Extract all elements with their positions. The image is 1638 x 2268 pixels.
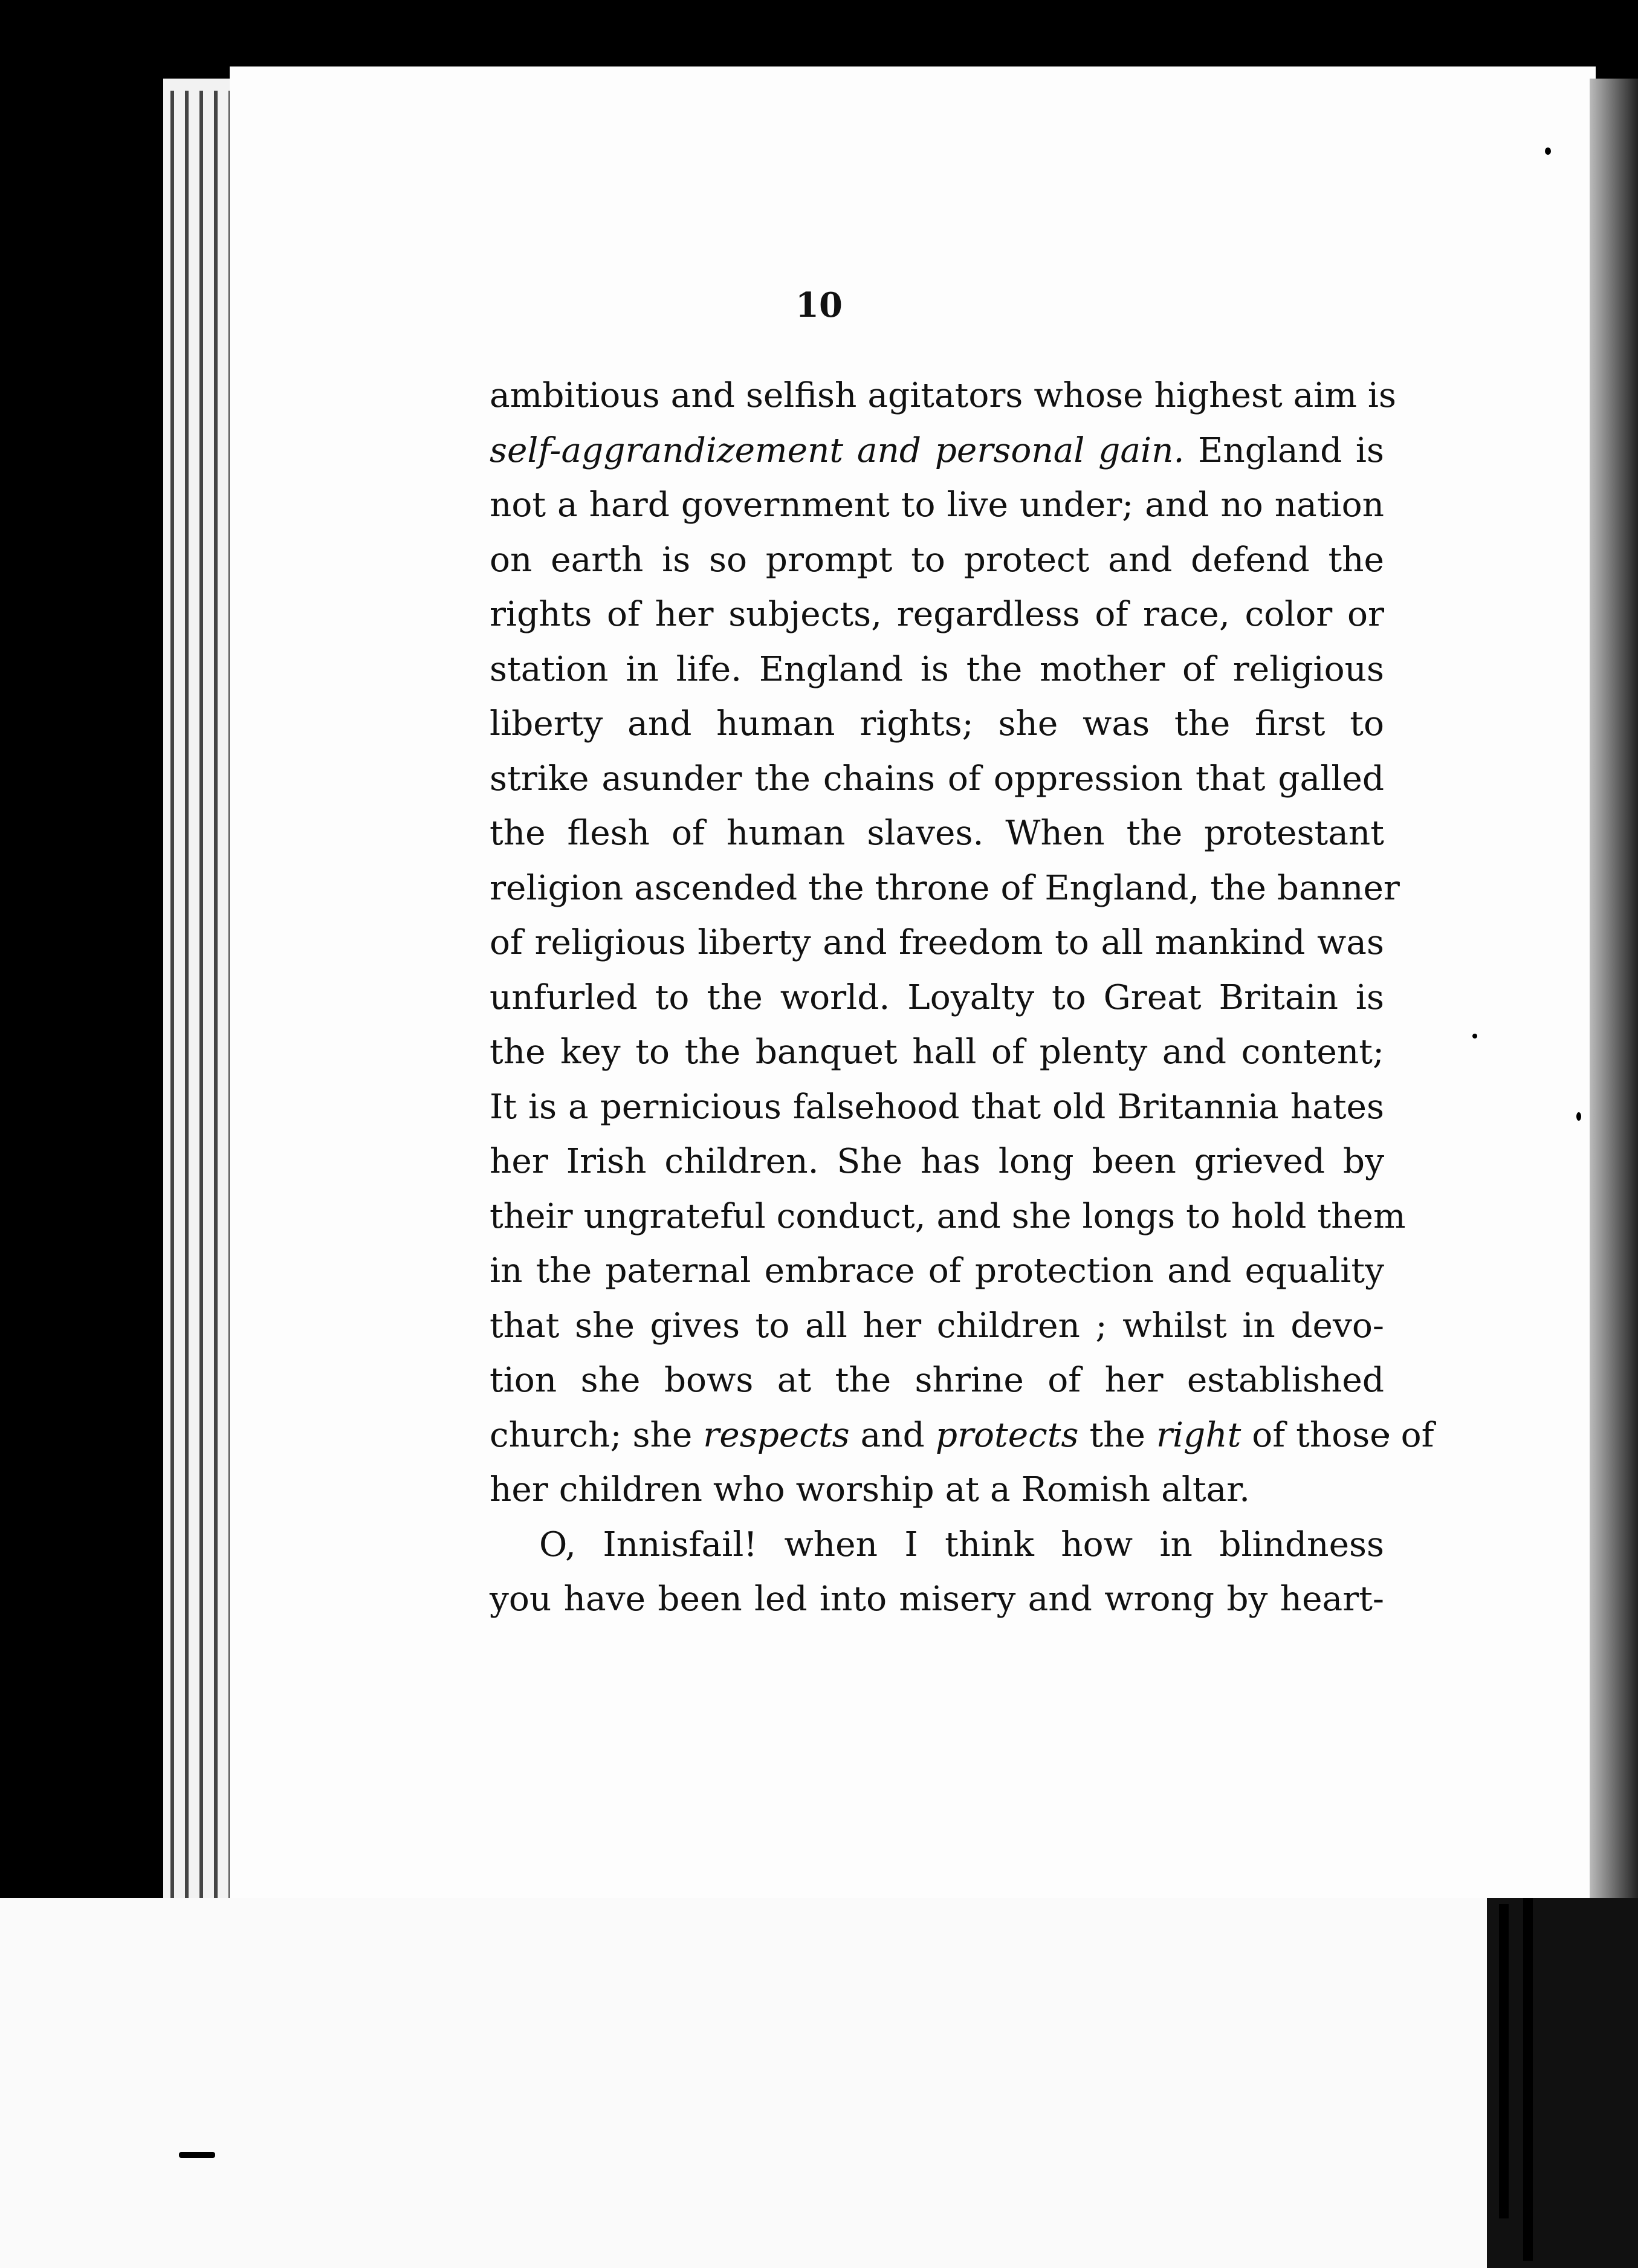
text-line [490,424,1384,479]
text-segment: strike asunder the chains of oppression that galled [490,759,1384,799]
text-segment: religion ascended the throne of England, the banner [490,868,1400,908]
page-edge-line [170,91,174,1916]
text-line [490,533,1384,588]
text-segment: England is [1184,430,1384,470]
page-number: 10 [795,285,843,325]
text-line [490,1518,1384,1573]
text-line [490,1244,1384,1299]
text-segment: the key to the banquet hall of plenty and content; [490,1032,1384,1072]
text-line [490,1299,1384,1354]
text-segment: unfurled to the world. Loyalty to Great Britain is [490,977,1384,1017]
text-line [490,588,1384,643]
text-line [490,1135,1384,1190]
page-edge-line [199,91,203,1916]
text-line [490,643,1384,698]
body-text [490,369,1434,1627]
text-line [490,697,1384,752]
text-segment: their ungrateful conduct, and she longs to hold them [490,1196,1406,1236]
text-line [490,1080,1384,1135]
text-line [490,1025,1384,1080]
text-line [490,1408,1434,1463]
text-line [490,1190,1406,1245]
scan-artifact [1499,1904,1509,2218]
text-segment: her children who worship at a Romish altar. [490,1470,1251,1509]
text-segment: her Irish children. She has long been grieved by [490,1142,1384,1181]
italic-text: protects [935,1415,1079,1455]
text-line [490,861,1400,916]
text-line [490,1572,1384,1627]
text-segment: O, Innisfail! when I think how in blindness [539,1524,1384,1564]
page-edge-line [214,91,218,1916]
text-segment: on earth is so prompt to protect and defend the [490,540,1384,580]
text-segment: the [1078,1415,1156,1455]
speck [1576,1112,1581,1121]
text-segment: not a hard government to live under; and no nation [490,485,1384,525]
text-segment: and [849,1415,936,1455]
text-line [490,1353,1384,1408]
italic-text: right [1156,1415,1241,1455]
italic-text: self-aggrandizement and personal gain. [490,430,1185,470]
text-segment: tion she bows at the shrine of her established [490,1361,1384,1400]
text-segment: the flesh of human slaves. When the protestant [490,814,1384,853]
text-segment: you have been led into misery and wrong by heart- [490,1580,1384,1619]
text-segment: of religious liberty and freedom to all mankind was [490,923,1384,962]
italic-text: respects [703,1415,850,1455]
text-segment: liberty and human rights; she was the first to [490,704,1384,744]
text-line [490,806,1384,861]
text-line [490,752,1384,807]
scanner-bed-dark [1487,1898,1638,2268]
speck [1545,147,1551,155]
scanner-bed [0,1898,1487,2268]
scan-artifact [1523,1898,1533,2261]
text-segment: that she gives to all her children ; whilst in devo- [490,1306,1384,1346]
text-segment: church; she [490,1415,704,1455]
text-line [490,478,1384,533]
text-line [490,971,1384,1026]
text-line [490,369,1396,424]
text-segment: in the paternal embrace of protection and equality [490,1251,1384,1291]
text-segment: ambitious and selfish agitators whose highest aim is [490,376,1396,415]
text-line [490,916,1384,971]
text-segment: It is a pernicious falsehood that old Britannia hates [490,1087,1384,1127]
text-segment: rights of her subjects, regardless of race, color or [490,595,1384,634]
book-gutter-shadow [1590,79,1638,1916]
text-segment: of those of [1241,1415,1434,1455]
text-segment: station in life. England is the mother of religious [490,649,1384,689]
scan-artifact [179,2152,215,2158]
page-edge-line [185,91,189,1916]
speck [1472,1034,1477,1038]
text-line [490,1463,1384,1518]
